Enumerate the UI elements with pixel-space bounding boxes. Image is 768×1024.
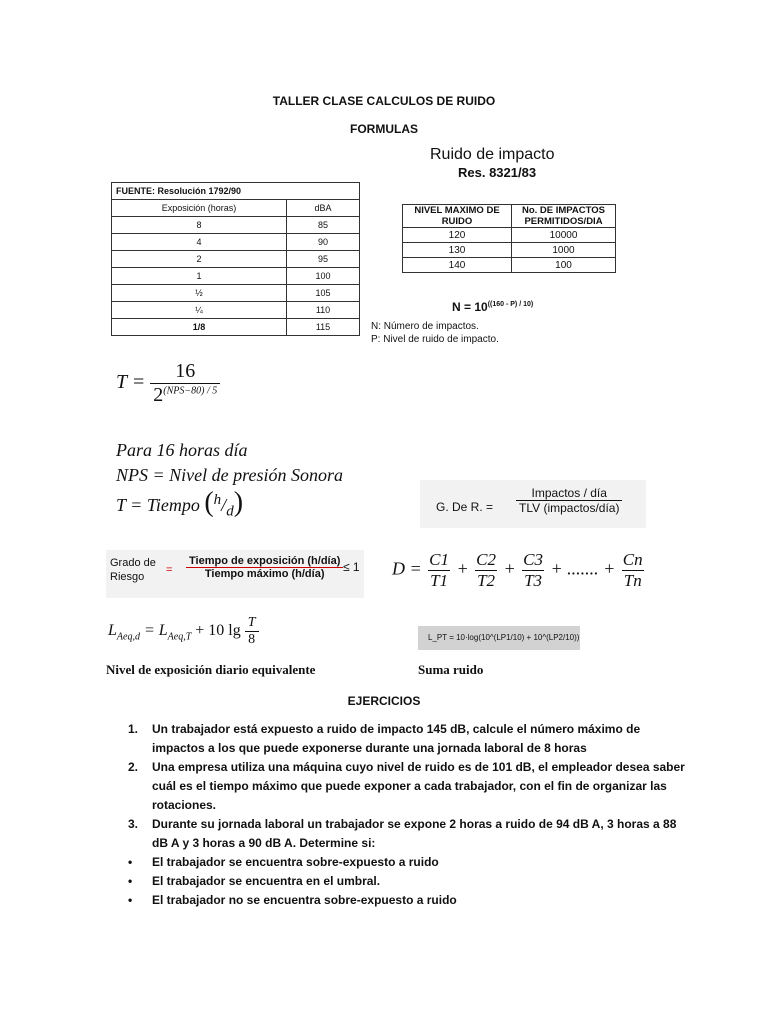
list-item — [128, 872, 688, 891]
table-row — [112, 217, 360, 234]
grado-label-1: Grado de — [110, 557, 156, 569]
impact-title: Ruido de impacto — [430, 146, 555, 163]
laeq-lhs: L — [108, 622, 117, 640]
list-item — [128, 815, 688, 853]
list-item-text: Una empresa utiliza una máquina cuyo nivel de ruido es de 101 dB, el empleador desea saber cuál es el tiempo máximo que puede exponer a cada trabajador, con el fin de organizar las rotaciones. — [152, 760, 685, 812]
caption-equivalent-exposure: Nivel de exposición diario equivalente — [106, 662, 316, 677]
cell-hours: 8 — [112, 217, 287, 234]
grado-less-equal: ≤ 1 — [343, 560, 360, 574]
dose-term-num: Cn — [622, 550, 643, 569]
gde-fraction — [516, 486, 622, 515]
exercise-list — [128, 720, 688, 910]
cell-dba: 105 — [287, 285, 360, 302]
unit-d: d — [226, 503, 234, 520]
cell-dba: 110 — [287, 302, 360, 319]
list-marker: • — [128, 893, 133, 907]
noise-sum-formula-box — [418, 626, 580, 650]
gde-numerator: Impactos / día — [516, 486, 622, 501]
impact-notes — [371, 320, 499, 346]
t-formula-numerator: 16 — [150, 360, 220, 384]
cell-hours: ½ — [112, 285, 287, 302]
list-marker: 2. — [128, 760, 139, 774]
cell-impacts: 100 — [512, 258, 616, 273]
page-title: TALLER CLASE CALCULOS DE RUIDO — [272, 94, 496, 108]
list-item — [128, 853, 688, 872]
table-row — [112, 251, 360, 268]
gde-denominator: TLV (impactos/día) — [519, 501, 620, 515]
list-marker: • — [128, 855, 133, 869]
list-item-text: El trabajador no se encuentra sobre-expuesto a ruido — [152, 893, 457, 907]
plus-sign: + — [456, 558, 469, 579]
impact-formula — [452, 300, 533, 314]
table-row — [403, 258, 616, 273]
list-item-text: El trabajador se encuentra sobre-expuesto a ruido — [152, 855, 439, 869]
grado-numerator: Tiempo de exposición (h/día) — [186, 555, 343, 568]
table-row — [112, 234, 360, 251]
cell-dba: 115 — [287, 319, 360, 336]
def-line-3: T = Tiempo $(^h/_d)$ — [116, 487, 244, 520]
t-formula-exponent: (NPS−80) / 5 — [163, 385, 218, 397]
list-item-text: Un trabajador está expuesto a ruido de impacto 145 dB, calcule el número máximo de impactos a los que puede exponerse durante una jornada laboral de 8 horas — [152, 722, 641, 755]
def-line-2: NPS = Nivel de presión Sonora — [116, 465, 343, 485]
grado-equals: = — [166, 564, 173, 576]
exposure-table — [111, 182, 360, 336]
laeq-rest: + 10 lg — [195, 622, 241, 640]
plus-sign: + — [503, 558, 516, 579]
list-item — [128, 891, 688, 910]
grade-risk-box — [106, 550, 364, 598]
laeq-fraction — [245, 615, 259, 648]
def-line-1: Para 16 horas día — [116, 440, 248, 460]
dose-lhs: D = — [392, 558, 422, 579]
t-formula-lhs: T = — [116, 371, 146, 394]
dose-term-den: T1 — [430, 571, 449, 590]
note-n: N: Número de impactos. — [371, 321, 479, 332]
laeq-mid-sub: Aeq,T — [167, 631, 192, 643]
list-item-text: Durante su jornada laboral un trabajador se expone 2 horas a ruido de 94 dB A, 3 horas a 88 dB A y 3 horas a 90 dB A. Determine si: — [152, 817, 677, 850]
t-formula-fraction — [150, 360, 220, 407]
list-marker: • — [128, 874, 133, 888]
table-row — [403, 228, 616, 243]
noise-sum-formula: L_PT = 10·log(10^(LP1/10) + 10^(LP2/10)) — [428, 633, 580, 642]
dose-term — [428, 550, 450, 591]
cell-hours: 4 — [112, 234, 287, 251]
list-item — [128, 720, 688, 758]
cell-hours: 2 — [112, 251, 287, 268]
definitions — [116, 438, 343, 525]
dose-term — [475, 550, 497, 591]
dose-term-den: Tn — [623, 571, 642, 590]
grade-risk-impact-box — [420, 480, 646, 528]
cell-impacts: 10000 — [512, 228, 616, 243]
laeq-den: 8 — [248, 632, 256, 647]
cell-dba: 95 — [287, 251, 360, 268]
t-formula-base: 2 — [153, 384, 164, 406]
dose-term — [622, 550, 644, 591]
cell-level: 120 — [403, 228, 512, 243]
dose-term-num: C1 — [429, 550, 449, 569]
impact-table — [402, 204, 616, 273]
cell-hours: ¼ — [112, 302, 287, 319]
laeq-mid: = L — [143, 622, 168, 640]
exercises-heading: EJERCICIOS — [347, 694, 421, 708]
dose-formula — [392, 550, 646, 591]
cell-hours: 1/8 — [112, 319, 287, 336]
list-marker: 1. — [128, 722, 139, 736]
table-row — [112, 285, 360, 302]
cell-impacts: 1000 — [512, 243, 616, 258]
caption-noise-sum: Suma ruido — [418, 662, 484, 677]
laeq-formula — [108, 615, 259, 648]
grado-label — [110, 556, 156, 584]
col-header-level: NIVEL MAXIMO DE RUIDO — [403, 205, 512, 228]
dose-term-den: T3 — [524, 571, 543, 590]
grado-denominator: Tiempo máximo (h/día) — [204, 568, 325, 580]
laeq-lhs-sub: Aeq,d — [116, 631, 140, 643]
list-item-text: El trabajador se encuentra en el umbral. — [152, 874, 381, 888]
impact-resolution: Res. 8321/83 — [458, 165, 537, 180]
dose-term-num: C3 — [523, 550, 543, 569]
table-row — [403, 243, 616, 258]
cell-dba: 100 — [287, 268, 360, 285]
cell-level: 140 — [403, 258, 512, 273]
cell-level: 130 — [403, 243, 512, 258]
cell-dba: 90 — [287, 234, 360, 251]
cell-hours: 1 — [112, 268, 287, 285]
grado-fraction — [186, 555, 343, 580]
dose-term — [522, 550, 544, 591]
cell-dba: 85 — [287, 217, 360, 234]
note-p: P: Nivel de ruido de impacto. — [371, 334, 499, 345]
gde-label: G. De R. = — [436, 500, 494, 514]
unit-h: h — [213, 492, 222, 508]
impact-formula-base: N = 10 — [452, 300, 488, 314]
table-row — [112, 268, 360, 285]
laeq-num: T — [245, 615, 259, 632]
list-item — [128, 758, 688, 815]
list-marker: 3. — [128, 817, 139, 831]
impact-formula-exponent: ((160 - P) / 10) — [487, 301, 534, 308]
table-row — [112, 302, 360, 319]
formulas-heading: FORMULAS — [350, 122, 418, 136]
dose-term-num: C2 — [476, 550, 496, 569]
t-formula — [116, 360, 220, 407]
table-source: FUENTE: Resolución 1792/90 — [112, 183, 360, 200]
col-header-dba: dBA — [287, 200, 360, 217]
dose-dots: + ....... + — [550, 558, 616, 579]
col-header-hours: Exposición (horas) — [112, 200, 287, 217]
t-formula-denominator — [150, 384, 220, 407]
table-row — [112, 319, 360, 336]
grado-label-2: Riesgo — [110, 571, 145, 583]
def-line-3-text: T = Tiempo — [116, 495, 200, 515]
dose-term-den: T2 — [477, 571, 496, 590]
col-header-impacts: No. DE IMPACTOS PERMITIDOS/DIA — [512, 205, 616, 228]
